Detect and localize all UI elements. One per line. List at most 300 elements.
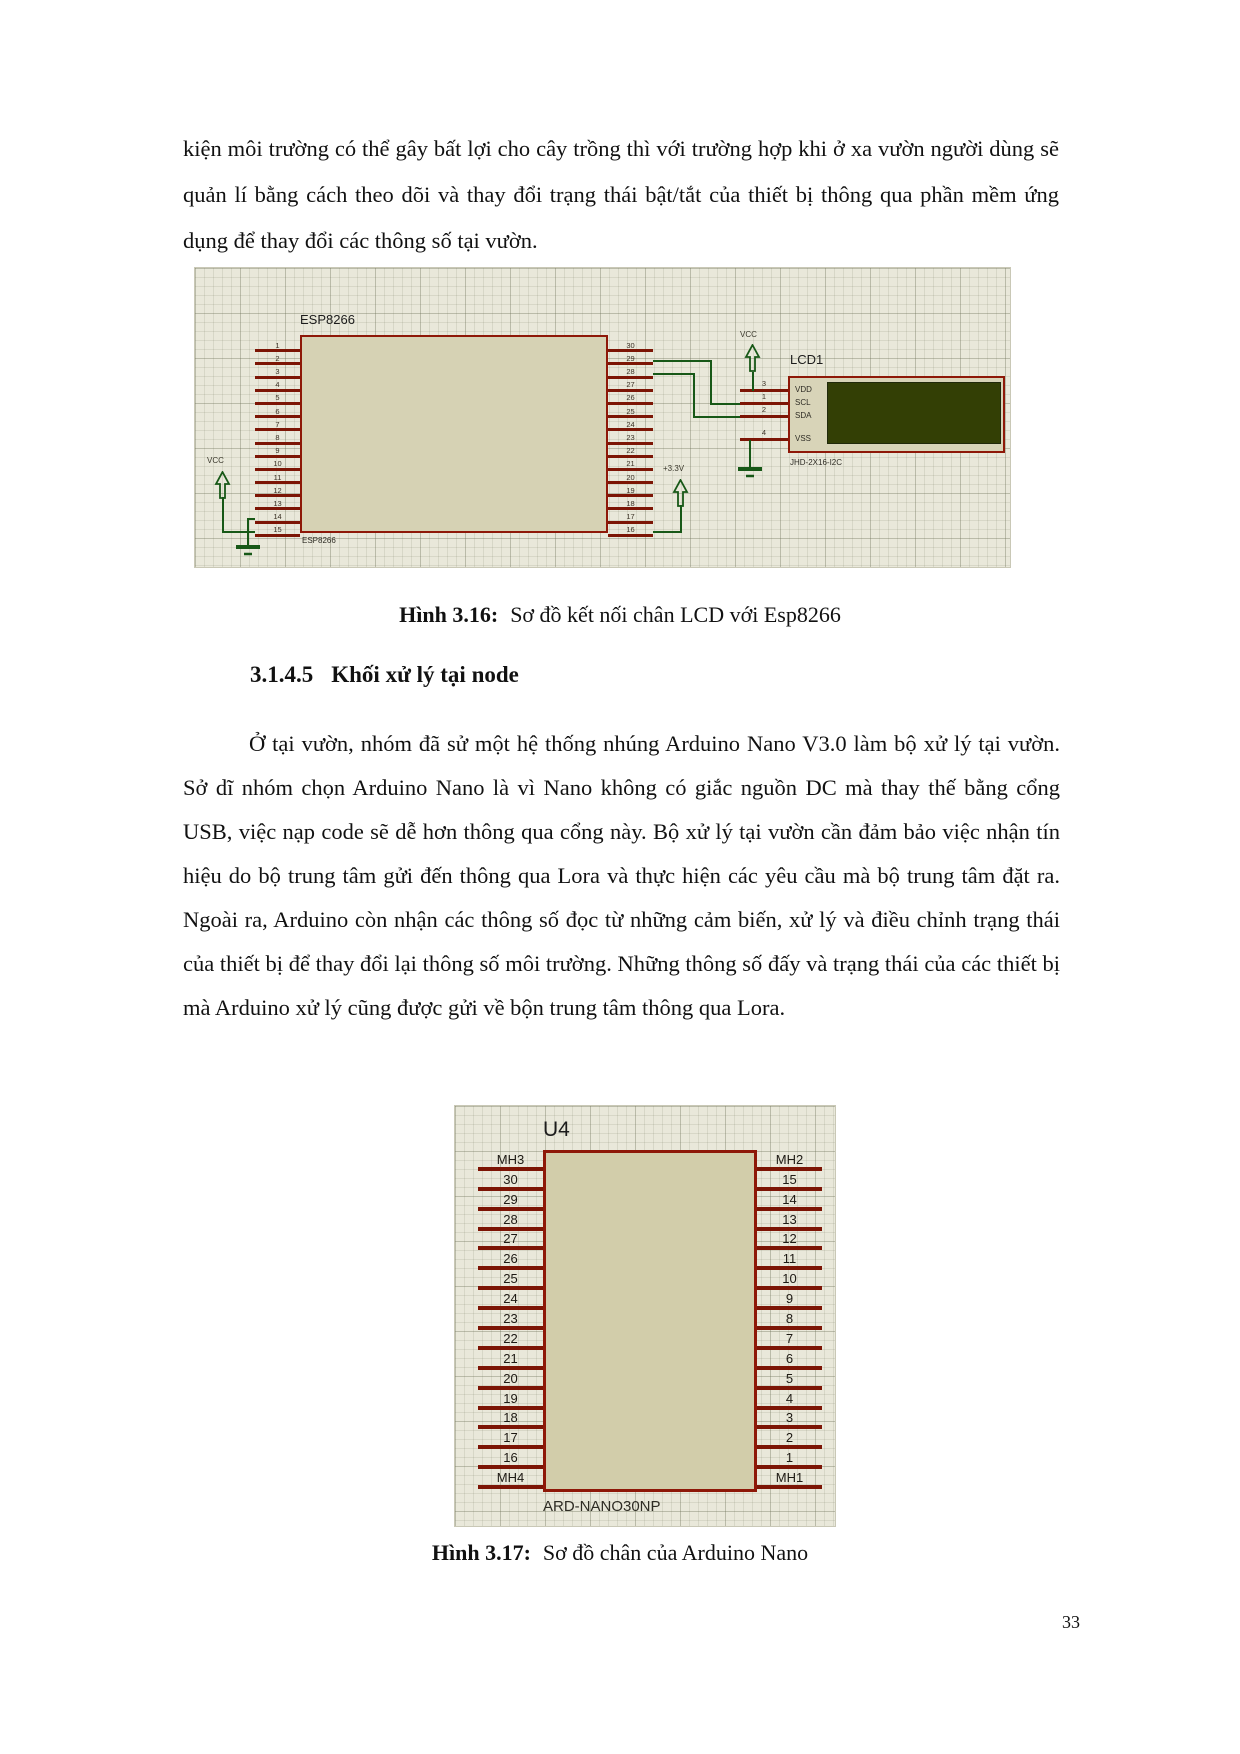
nano-body — [543, 1150, 757, 1492]
pin-number: 21 — [626, 459, 635, 469]
pin-number: 27 — [626, 380, 635, 390]
pin-label — [302, 392, 308, 405]
pin-stub — [740, 389, 788, 392]
esp8266-right-pins — [608, 335, 653, 533]
pin-label — [600, 341, 606, 354]
lcd-pin-label: VDD — [795, 385, 812, 394]
pin-number: 29 — [503, 1191, 518, 1207]
pin-label — [745, 1313, 754, 1333]
pin-label — [745, 1294, 754, 1314]
pin-stub — [608, 442, 653, 445]
pin-stub — [478, 1425, 543, 1429]
pin-label — [546, 1255, 555, 1275]
pin-number: 3 — [785, 1410, 794, 1426]
pin — [255, 433, 300, 446]
pin-number: 21 — [503, 1350, 518, 1366]
pin-number: 19 — [626, 485, 635, 495]
pin — [757, 1191, 822, 1214]
vcc-power-arrow-icon — [744, 344, 761, 372]
pin-label — [745, 1391, 754, 1411]
pin-label — [546, 1235, 555, 1255]
pin-stub — [255, 376, 300, 379]
pin-label — [745, 1333, 754, 1353]
pin-stub — [255, 534, 300, 537]
pin-number: 20 — [626, 472, 635, 482]
pin-number: 15 — [273, 525, 282, 535]
pin — [255, 526, 300, 539]
pin — [757, 1472, 822, 1492]
pin-label — [745, 1274, 754, 1294]
pin-number: 13 — [782, 1211, 797, 1227]
pin-label — [745, 1216, 754, 1236]
pin — [255, 394, 300, 407]
pin — [478, 1191, 543, 1214]
arduino-nano-chip — [478, 1150, 822, 1492]
pin-stub — [608, 494, 653, 497]
pin-label — [302, 506, 308, 519]
pin-stub — [608, 507, 653, 510]
nano-ref-label: U4 — [543, 1118, 570, 1141]
pin-stub — [757, 1167, 822, 1171]
pin-number: 20 — [503, 1370, 518, 1386]
pin-number: 29 — [626, 353, 635, 363]
pin-number: 17 — [503, 1430, 518, 1446]
pin-stub — [255, 494, 300, 497]
nano-right-pins — [757, 1150, 822, 1492]
pin-number: 7 — [275, 419, 280, 429]
pin-number: 16 — [626, 525, 635, 535]
pin-label — [546, 1470, 555, 1490]
pin-label — [546, 1313, 555, 1333]
pin-stub — [255, 362, 300, 365]
pin-stub — [478, 1366, 543, 1370]
pin-number: 13 — [273, 498, 282, 508]
pin-number: MH1 — [775, 1470, 804, 1486]
pin — [608, 447, 653, 460]
pin-label — [546, 1294, 555, 1314]
intro-paragraph: kiện môi trường có thể gây bất lợi cho cây trồng thì với trường hợp khi ở xa vườn người dùng sẽ quản lí bằng cách theo dõi và thay đổi trạng thái bật/tắt của thiết bị thông qua phần mềm ứng dụng để thay đổi các thông số tại vườn. — [183, 136, 1059, 253]
pin-stub — [478, 1266, 543, 1270]
pin-label — [546, 1274, 555, 1294]
net-label-3v3: +3.3V — [663, 464, 685, 473]
pin-label — [745, 1372, 754, 1392]
pin — [255, 499, 300, 512]
pin-stub — [608, 402, 653, 405]
pin-stub — [478, 1227, 543, 1231]
lcd-pin-label: SDA — [795, 411, 812, 420]
pin-number: MH4 — [496, 1470, 525, 1486]
pin — [608, 473, 653, 486]
pin — [255, 381, 300, 394]
pin-stub — [255, 389, 300, 392]
pin-label — [302, 379, 308, 392]
pin-stub — [255, 455, 300, 458]
lcd-pin-number: 4 — [761, 428, 767, 437]
pin-number: 16 — [503, 1450, 518, 1466]
wire-gpio5-scl — [653, 360, 712, 362]
pin-stub — [478, 1386, 543, 1390]
esp8266-chip — [255, 335, 653, 533]
pin-number: 12 — [782, 1231, 797, 1247]
net-label-vcc-lcd: VCC — [740, 330, 757, 339]
pin-number: 6 — [275, 406, 280, 416]
pin-stub — [478, 1207, 543, 1211]
pin-number: 23 — [503, 1311, 518, 1327]
pin-label — [546, 1177, 555, 1197]
pin — [255, 447, 300, 460]
caption-text: Sơ đồ kết nối chân LCD với Esp8266 — [510, 602, 841, 627]
pin-stub — [608, 415, 653, 418]
pin-stub — [608, 362, 653, 365]
pin-number: 14 — [273, 512, 282, 522]
pin-stub — [478, 1406, 543, 1410]
wire-gpio5-scl — [710, 403, 740, 405]
pin-number: 18 — [503, 1410, 518, 1426]
pin-stub — [478, 1346, 543, 1350]
pin-number: 26 — [626, 393, 635, 403]
lcd-pin-number: 3 — [761, 379, 767, 388]
pin-stub — [478, 1246, 543, 1250]
wire-vcc-lcd — [752, 372, 754, 391]
pin-number: 4 — [275, 380, 280, 390]
pin — [608, 486, 653, 499]
nano-right-labels — [745, 1157, 754, 1489]
figure-caption-317 — [0, 1540, 1240, 1566]
pin-number: 30 — [503, 1171, 518, 1187]
pin-number: 8 — [785, 1311, 794, 1327]
pin-label — [600, 404, 606, 417]
pin-number: 5 — [785, 1370, 794, 1386]
pin-number: 28 — [626, 367, 635, 377]
pin — [608, 407, 653, 420]
pin-label — [600, 518, 606, 531]
pin-number: 7 — [785, 1330, 794, 1346]
pin-label — [302, 341, 308, 354]
pin-stub — [478, 1167, 543, 1171]
pin-stub — [757, 1187, 822, 1191]
pin-stub — [608, 389, 653, 392]
pin — [757, 1350, 822, 1373]
pin-label — [546, 1372, 555, 1392]
pin-label — [546, 1196, 555, 1216]
pin-number: 25 — [626, 406, 635, 416]
lcd-pin-number: 1 — [761, 392, 767, 401]
pin-number: MH3 — [496, 1151, 525, 1167]
pin-stub — [757, 1346, 822, 1350]
pin-stub — [608, 468, 653, 471]
pin-label — [302, 430, 308, 443]
pin-number: 22 — [503, 1330, 518, 1346]
pin-stub — [757, 1465, 822, 1469]
pin-stub — [757, 1386, 822, 1390]
pin-label — [600, 468, 606, 481]
pin-stub — [608, 428, 653, 431]
pin-label — [600, 493, 606, 506]
wire-gpio5-scl — [710, 360, 712, 405]
body-paragraph: Ở tại vườn, nhóm đã sử một hệ thống nhúng Arduino Nano V3.0 làm bộ xử lý tại vườn. Sở dĩ nhóm chọn Arduino Nano là vì Nano không có giắc nguồn DC mà thay thế bằng cổng USB, việc nạp code sẽ dễ hơn thông qua cổng này. Bộ xử lý tại vườn cần đảm bảo việc nhận tín hiệu do bộ trung tâm gửi đến thông qua Lora và thực hiện các yêu cầu mà bộ trung tâm đặt ra. Ngoài ra, Arduino còn nhận các thông số đọc từ những cảm biến, xử lý và điều chỉnh trạng thái của thiết bị để thay đổi lại thông số môi trường. Những thông số đấy và trạng thái của các thiết bị mà Arduino xử lý cũng được gửi về bộn trung tâm thông qua Lora. — [183, 731, 1060, 1020]
pin-label — [600, 430, 606, 443]
pin — [255, 473, 300, 486]
pin-label — [745, 1450, 754, 1470]
lcd-part-label: JHD-2X16-I2C — [790, 458, 843, 467]
pin-stub — [757, 1445, 822, 1449]
pin-number: 18 — [626, 498, 635, 508]
pin — [608, 499, 653, 512]
pin-label — [546, 1216, 555, 1236]
pin-stub — [255, 507, 300, 510]
pin-label — [600, 480, 606, 493]
pin-number: 24 — [503, 1291, 518, 1307]
pin-number: 10 — [273, 459, 282, 469]
pin-stub — [478, 1465, 543, 1469]
pin — [757, 1151, 822, 1174]
pin — [255, 486, 300, 499]
pin-stub — [757, 1246, 822, 1250]
pin — [608, 512, 653, 525]
caption-text: Sơ đồ chân của Arduino Nano — [542, 1540, 809, 1565]
pin-stub — [255, 415, 300, 418]
caption-label: Hình 3.17: — [431, 1540, 531, 1565]
pin-number: 1 — [785, 1450, 794, 1466]
pin-stub — [608, 534, 653, 537]
pin — [757, 1370, 822, 1393]
pin-number: 22 — [626, 446, 635, 456]
pin-label — [302, 442, 308, 455]
wire-gpio4-sda — [693, 416, 740, 418]
pin-number: 11 — [782, 1251, 797, 1267]
pin-stub — [608, 521, 653, 524]
pin-stub — [757, 1406, 822, 1410]
wire-3v3 — [680, 505, 682, 533]
pin — [255, 341, 300, 354]
pin-stub — [255, 442, 300, 445]
pin-stub — [478, 1286, 543, 1290]
pin — [757, 1171, 822, 1194]
pin-label — [745, 1430, 754, 1450]
pin-number: 1 — [275, 340, 280, 350]
pin — [478, 1370, 543, 1393]
pin-stub — [757, 1266, 822, 1270]
pin — [608, 433, 653, 446]
esp8266-left-pins — [255, 335, 300, 533]
section-heading — [250, 662, 519, 688]
pin-number: 9 — [275, 446, 280, 456]
net-label-vcc: VCC — [207, 456, 224, 465]
lcd-screen — [827, 382, 1001, 444]
pin-label — [546, 1391, 555, 1411]
esp8266-body — [300, 335, 608, 533]
pin-label — [546, 1352, 555, 1372]
pin-label — [745, 1196, 754, 1216]
pin-stub — [757, 1207, 822, 1211]
pin-label — [600, 392, 606, 405]
pin-number: 17 — [626, 512, 635, 522]
pin — [608, 526, 653, 539]
pin-number: MH2 — [775, 1151, 804, 1167]
pin-number: 27 — [503, 1231, 518, 1247]
pin-label — [302, 468, 308, 481]
pin-label — [302, 518, 308, 531]
pin-number: 15 — [782, 1171, 797, 1187]
esp8266-right-labels — [600, 341, 606, 531]
pin-number: 9 — [785, 1291, 794, 1307]
pin-number: 19 — [503, 1390, 518, 1406]
nano-part-label: ARD-NANO30NP — [543, 1498, 661, 1515]
pin-stub — [757, 1425, 822, 1429]
pin — [608, 394, 653, 407]
pin — [608, 367, 653, 380]
pin-stub — [255, 521, 300, 524]
pin-stub — [255, 349, 300, 352]
pin — [478, 1472, 543, 1492]
pin-stub — [757, 1366, 822, 1370]
pin-number: 11 — [273, 472, 282, 482]
caption-label: Hình 3.16: — [399, 602, 499, 627]
pin-label — [745, 1157, 754, 1177]
pin-label — [302, 493, 308, 506]
pin-label — [302, 366, 308, 379]
pin-label — [600, 442, 606, 455]
pin-label — [546, 1333, 555, 1353]
pin-label — [600, 417, 606, 430]
pin — [478, 1171, 543, 1194]
pin-stub — [478, 1306, 543, 1310]
pin-stub — [478, 1326, 543, 1330]
nano-left-labels — [546, 1157, 555, 1489]
pin — [478, 1151, 543, 1174]
pin-stub — [608, 349, 653, 352]
pin — [478, 1350, 543, 1373]
pin-stub — [757, 1326, 822, 1330]
nano-left-pins — [478, 1150, 543, 1492]
pin-label — [600, 354, 606, 367]
wire-gnd2 — [247, 518, 249, 545]
pin-number: 26 — [503, 1251, 518, 1267]
wire-vcc-vdd5v — [222, 531, 255, 533]
pin-label — [600, 506, 606, 519]
pin-stub — [757, 1485, 822, 1489]
pin-stub — [255, 402, 300, 405]
pin-label — [546, 1411, 555, 1431]
pin — [255, 420, 300, 433]
figure-esp8266-lcd-schematic — [195, 268, 1010, 567]
pin-label — [302, 354, 308, 367]
pin — [255, 407, 300, 420]
pin-stub — [478, 1187, 543, 1191]
figure-caption-316 — [0, 602, 1240, 628]
wire-3v3 — [653, 531, 682, 533]
pin-stub — [608, 376, 653, 379]
pin — [608, 354, 653, 367]
pin-label — [546, 1157, 555, 1177]
pin-stub — [757, 1286, 822, 1290]
pin — [255, 512, 300, 525]
pin — [255, 354, 300, 367]
pin-stub — [740, 415, 788, 418]
lcd-pin-number: 2 — [761, 405, 767, 414]
pin-stub — [740, 402, 788, 405]
pin-stub — [255, 468, 300, 471]
pin-label — [745, 1255, 754, 1275]
esp8266-left-labels — [302, 341, 308, 531]
pin — [757, 1330, 822, 1353]
pin-stub — [255, 481, 300, 484]
pin — [608, 341, 653, 354]
pin-stub — [478, 1485, 543, 1489]
esp8266-ref-label: ESP8266 — [300, 312, 355, 327]
section-number: 3.1.4.5 — [250, 662, 314, 687]
pin — [608, 381, 653, 394]
pin-label — [745, 1235, 754, 1255]
pin-label — [302, 455, 308, 468]
pin-number: 24 — [626, 419, 635, 429]
power-arrow-3v3-icon — [672, 479, 689, 507]
pin-number: 8 — [275, 433, 280, 442]
pin — [608, 460, 653, 473]
wire-vcc-vdd5v — [222, 497, 224, 533]
pin-label — [302, 404, 308, 417]
pin-number: 30 — [626, 340, 635, 350]
pin-stub — [740, 438, 788, 441]
pin-stub — [757, 1227, 822, 1231]
pin-number: 5 — [275, 393, 280, 403]
pin-label — [302, 480, 308, 493]
pin-stub — [608, 455, 653, 458]
pin-stub — [255, 428, 300, 431]
esp8266-footer-label: ESP8266 — [302, 536, 336, 545]
pin-number: 6 — [785, 1350, 794, 1366]
pin-number: 14 — [782, 1191, 797, 1207]
pin-label — [546, 1430, 555, 1450]
pin-stub — [608, 481, 653, 484]
pin-number: 12 — [273, 485, 282, 495]
lcd-ref-label: LCD1 — [790, 352, 824, 367]
pin-label — [745, 1411, 754, 1431]
lcd-pin-label: VSS — [795, 434, 812, 443]
pin-number: 4 — [785, 1390, 794, 1406]
pin-number: 2 — [275, 353, 280, 363]
ground-icon — [736, 466, 764, 480]
pin-number: 25 — [503, 1271, 518, 1287]
pin-label — [600, 455, 606, 468]
pin-label — [745, 1177, 754, 1197]
section-title: Khối xử lý tại node — [331, 662, 519, 687]
pin-number: 23 — [626, 433, 635, 442]
pin — [608, 420, 653, 433]
pin-label — [600, 366, 606, 379]
pin-label — [302, 417, 308, 430]
pin — [255, 367, 300, 380]
ground-icon — [234, 544, 262, 558]
pin — [478, 1330, 543, 1353]
pin-label — [600, 379, 606, 392]
wire-vss-gnd — [749, 440, 751, 468]
lcd-pin-label: SCL — [795, 398, 811, 407]
wire-gpio4-sda — [653, 373, 695, 375]
pin-number: 28 — [503, 1211, 518, 1227]
wire-gpio4-sda — [693, 373, 695, 418]
pin-number: 2 — [785, 1430, 794, 1446]
pin-stub — [757, 1306, 822, 1310]
pin-number: 10 — [782, 1271, 797, 1287]
pin-label — [745, 1470, 754, 1490]
vcc-power-arrow-icon — [214, 471, 231, 499]
pin-number: 3 — [275, 367, 280, 377]
pin-label — [745, 1352, 754, 1372]
pin — [255, 460, 300, 473]
pin-label — [546, 1450, 555, 1470]
page-number: 33 — [1062, 1612, 1080, 1632]
